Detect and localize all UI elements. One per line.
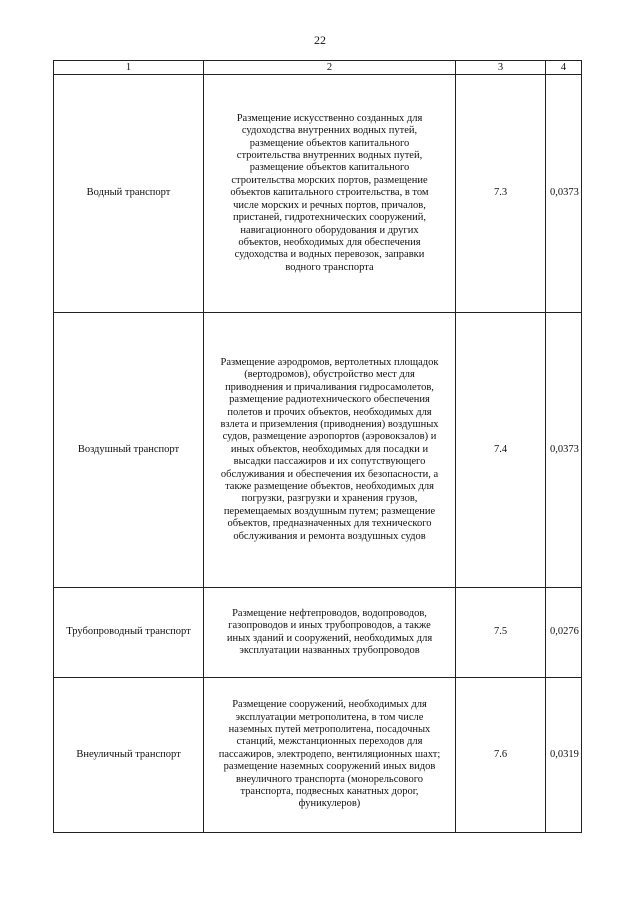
row-description: Размещение аэродромов, вертолетных площадок (вертодромов), обустройство мест для приводнения и причаливания гидросамолетов, размещение радиотехнического обеспечения полетов и прочих объектов, необходимых для взлета и приземления (приводнения) воздушных судов, размещение аэропортов (аэровокзалов) и иных объектов, необходимых для посадки и высадки пассажиров и их сопутствующего обслуживания и обеспечения их безопасности, а также размещение объектов, необходимых для погрузки, разгрузки и хранения грузов, перемещаемых воздушным путем; размещение объектов, предназначенных для технического обслуживания и ремонта воздушных судов xyxy=(204,313,456,588)
row-value: 0,0276 xyxy=(546,588,582,678)
row-name: Водный транспорт xyxy=(54,75,204,313)
row-name: Воздушный транспорт xyxy=(54,313,204,588)
row-value: 0,0373 xyxy=(546,313,582,588)
table-row xyxy=(54,313,582,588)
table-row xyxy=(54,588,582,678)
row-name: Внеуличный транспорт xyxy=(54,678,204,833)
table-row xyxy=(54,75,582,313)
land-use-table xyxy=(53,60,582,833)
row-description: Размещение искусственно созданных для судоходства внутренних водных путей, размещение объектов капитального строительства внутренних водных путей, размещение объектов капитального строительства морских портов, размещение объектов капитального строительства, в том числе морских и речных портов, причалов, пристаней, гидротехнических сооружений, навигационного оборудования и других объектов, необходимых для обеспечения судоходства и водных перевозок, заправки водного транспорта xyxy=(204,75,456,313)
header-col-4: 4 xyxy=(546,61,582,75)
row-description: Размещение сооружений, необходимых для эксплуатации метрополитена, в том числе наземных путей метрополитена, посадочных станций, межстанционных переходов для пассажиров, электродепо, вентиляционных шахт; размещение наземных сооружений иных видов внеуличного транспорта (монорельсового транспорта, подвесных канатных дорог, фуникулеров) xyxy=(204,678,456,833)
row-name: Трубопроводный транспорт xyxy=(54,588,204,678)
page-number: 22 xyxy=(314,33,326,47)
header-col-2: 2 xyxy=(204,61,456,75)
row-value: 0,0319 xyxy=(546,678,582,833)
row-code: 7.4 xyxy=(456,313,546,588)
table-row xyxy=(54,678,582,833)
row-code: 7.6 xyxy=(456,678,546,833)
row-code: 7.5 xyxy=(456,588,546,678)
row-value: 0,0373 xyxy=(546,75,582,313)
table-header-row xyxy=(54,61,582,75)
row-description: Размещение нефтепроводов, водопроводов, газопроводов и иных трубопроводов, а также иных зданий и сооружений, необходимых для эксплуатации названных трубопроводов xyxy=(204,588,456,678)
header-col-1: 1 xyxy=(54,61,204,75)
header-col-3: 3 xyxy=(456,61,546,75)
row-code: 7.3 xyxy=(456,75,546,313)
